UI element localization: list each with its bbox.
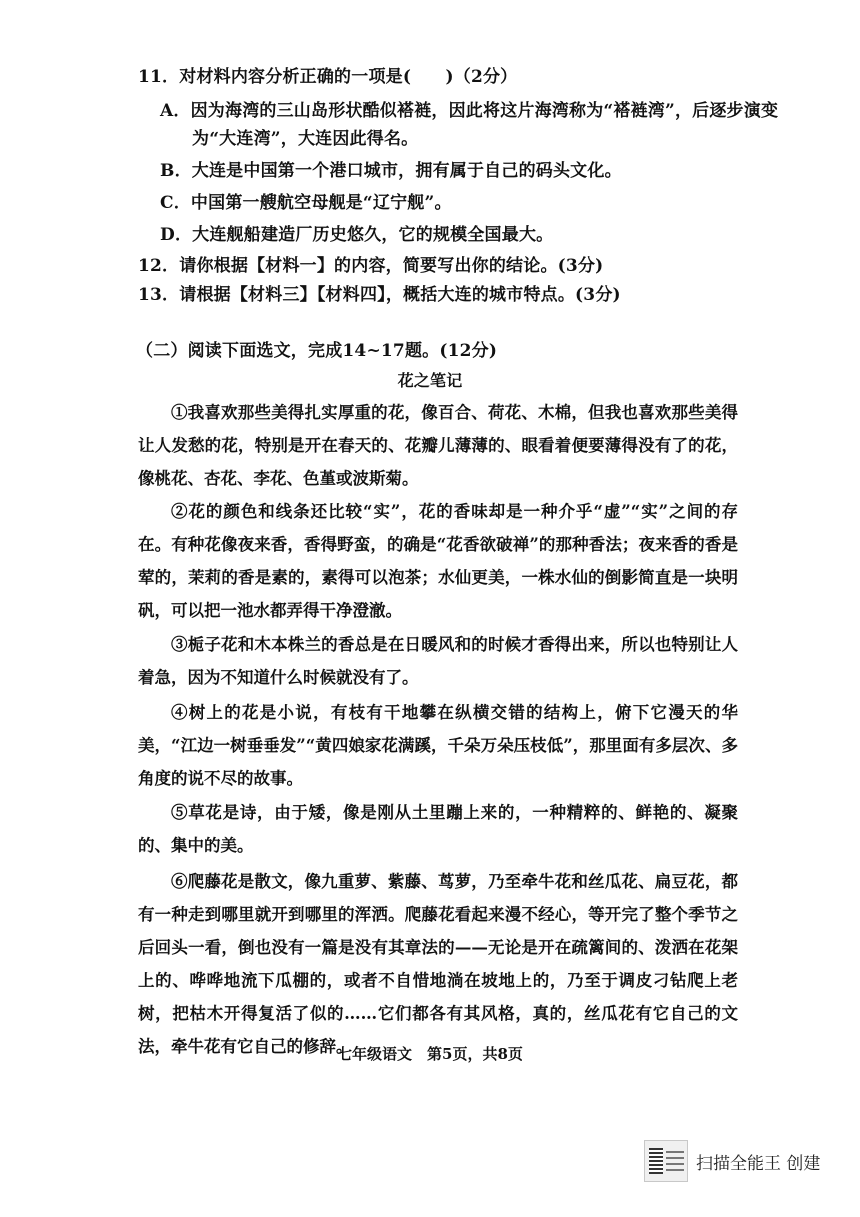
essay-paragraph-5: ⑤草花是诗，由于矮，像是刚从土里蹦上来的，一种精粹的、鲜艳的、凝聚的、集中的美。 [138, 803, 738, 855]
scanner-watermark [644, 1140, 844, 1182]
page-footer: 七年级语文 第5页，共8页 [337, 1045, 523, 1063]
question-12: 12．请你根据【材料一】的内容，简要写出你的结论。(3分) [138, 256, 604, 276]
question-11-option-a: A．因为海湾的三山岛形状酷似褡裢，因此将这片海湾称为“褡裢湾”，后逐步演变 [160, 101, 779, 121]
watermark-text: 扫描全能王 创建 [696, 1153, 821, 1174]
question-11-option-c: C．中国第一艘航空母舰是“辽宁舰”。 [160, 193, 452, 213]
essay-paragraph-6: ⑥爬藤花是散文，像九重萝、紫藤、茑萝，乃至牵牛花和丝瓜花、扁豆花，都有一种走到哪里就开到哪里的浑洒。爬藤花看起来漫不经心，等开完了整个季节之后回头一看，倒也没有一篇是没有其章法的——无论是开在疏篱间的、泼洒在花架上的、哗哗地流下瓜棚的，或者不自惜地淌在坡地上的，乃至于调皮刁钻爬上老树，把枯木开得复活了似的……它们都各有其风格，真的，丝瓜花有它自己的文法，牵牛花有它自己的修辞。 [138, 872, 738, 1056]
question-11-option-d: D．大连舰船建造厂历史悠久，它的规模全国最大。 [160, 225, 554, 245]
essay-paragraph-2: ②花的颜色和线条还比较“实”，花的香味却是一种介乎“虚”“实”之间的存在。有种花像夜来香，香得野蛮，的确是“花香欲破禅”的那种香法；夜来香的香是荤的，茉莉的香是素的，素得可以泡茶；水仙更美，一株水仙的倒影简直是一块明矾，可以把一池水都弄得干净澄澈。 [138, 502, 738, 620]
essay-paragraph-4: ④树上的花是小说，有枝有干地攀在纵横交错的结构上，俯下它漫天的华美，“江边一树垂垂发”“黄四娘家花满蹊，千朵万朵压枝低”，那里面有多层次、多角度的说不尽的故事。 [138, 703, 738, 788]
section-heading: （二）阅读下面选文，完成14~17题。(12分) [136, 341, 498, 361]
question-11-stem: 11．对材料内容分析正确的一项是( )（2分） [138, 67, 518, 87]
essay-paragraph-1: ①我喜欢那些美得扎实厚重的花，像百合、荷花、木棉，但我也喜欢那些美得让人发愁的花，特别是开在春天的、花瓣儿薄薄的、眼看着便要薄得没有了的花，像桃花、杏花、李花、色堇或波斯菊。 [138, 403, 738, 488]
question-11-option-b: B．大连是中国第一个港口城市，拥有属于自己的码头文化。 [160, 161, 622, 181]
essay-paragraph-3: ③栀子花和木本株兰的香总是在日暖风和的时候才香得出来，所以也特别让人着急，因为不知道什么时候就没有了。 [138, 635, 738, 687]
question-13: 13．请根据【材料三】【材料四】，概括大连的城市特点。(3分) [138, 285, 621, 305]
scanner-app-icon [644, 1140, 688, 1182]
question-11-option-a-continued: 为“大连湾”，大连因此得名。 [192, 129, 419, 149]
essay-title: 花之笔记 [397, 371, 463, 390]
